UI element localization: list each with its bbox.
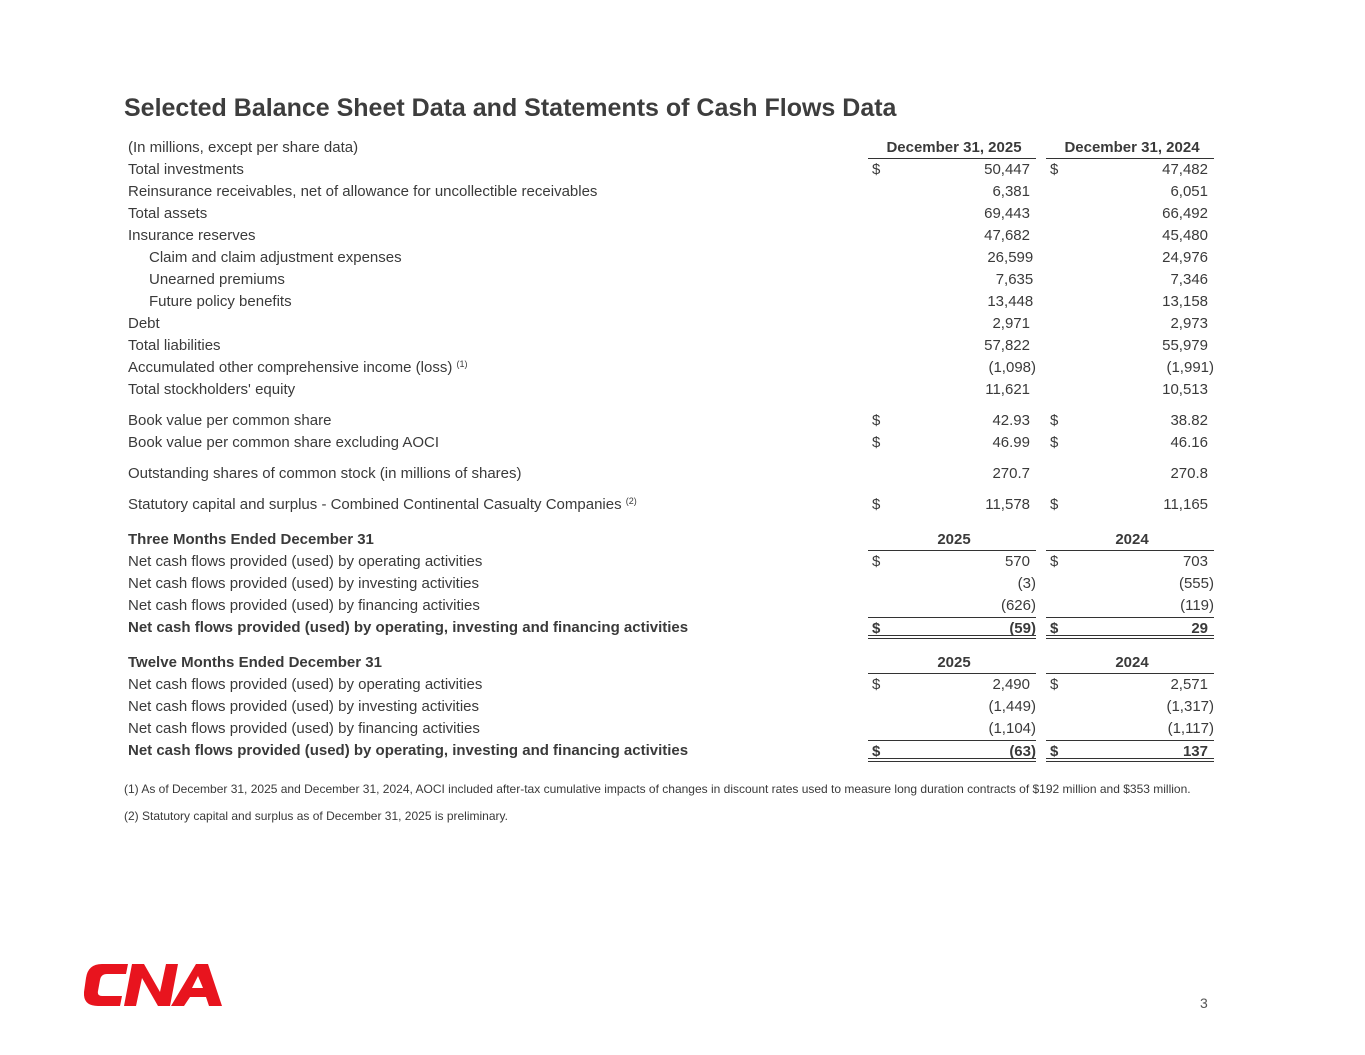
dollar-sign: $ bbox=[1050, 434, 1059, 451]
value-cell-col1 bbox=[868, 551, 1036, 573]
value: (59) bbox=[1009, 620, 1036, 637]
footnote-2: (2) Statutory capital and surplus as of December 31, 2025 is preliminary. bbox=[124, 809, 508, 823]
table-row bbox=[124, 740, 1214, 762]
value-cell-col2 bbox=[1046, 573, 1214, 595]
row-label bbox=[124, 718, 868, 740]
value-cell-col2 bbox=[1046, 740, 1214, 762]
value-cell-col2 bbox=[1049, 291, 1214, 313]
column-header-label: (In millions, except per share data) bbox=[128, 139, 359, 156]
value-cell-col1 bbox=[868, 573, 1036, 595]
value: 11,621 bbox=[985, 381, 1030, 398]
table-row bbox=[124, 159, 1214, 181]
row-label-text: Book value per common share excluding AOCI bbox=[128, 434, 439, 451]
row-label-text: Claim and claim adjustment expenses bbox=[149, 249, 402, 266]
cna-logo bbox=[84, 962, 224, 1013]
column-header-2: 2024 bbox=[1046, 529, 1214, 551]
value-cell-col2 bbox=[1046, 225, 1214, 247]
row-label bbox=[124, 573, 868, 595]
row-label bbox=[124, 551, 868, 573]
row-label bbox=[124, 379, 868, 401]
table-row bbox=[124, 357, 1214, 379]
value: 46.99 bbox=[992, 434, 1030, 451]
dollar-sign: $ bbox=[1050, 743, 1059, 760]
value: 42.93 bbox=[992, 412, 1030, 429]
value: (1,098) bbox=[988, 359, 1036, 376]
table-row bbox=[124, 718, 1214, 740]
row-label-text: Total assets bbox=[128, 205, 208, 222]
value: 10,513 bbox=[1162, 381, 1208, 398]
row-label bbox=[124, 159, 868, 181]
row-label-text: Book value per common share bbox=[128, 412, 332, 429]
value: 270.7 bbox=[992, 465, 1030, 482]
row-label-text: Net cash flows provided (used) by operating activities bbox=[128, 676, 483, 693]
value-cell-col1 bbox=[874, 247, 1039, 269]
dollar-sign: $ bbox=[872, 496, 881, 513]
row-label bbox=[124, 247, 874, 269]
value: (1,317) bbox=[1166, 698, 1214, 715]
value-cell-col2 bbox=[1046, 313, 1214, 335]
value-cell-col1 bbox=[868, 159, 1036, 181]
value-cell-col2 bbox=[1046, 410, 1214, 432]
page-number: 3 bbox=[1200, 995, 1208, 1011]
column-header-1: December 31, 2025 bbox=[868, 137, 1036, 159]
value: (119) bbox=[1180, 597, 1214, 614]
column-header-1: 2025 bbox=[868, 652, 1036, 674]
row-label bbox=[124, 313, 868, 335]
dollar-sign: $ bbox=[872, 434, 881, 451]
table-row bbox=[124, 225, 1214, 247]
row-label bbox=[124, 357, 868, 379]
value: 47,482 bbox=[1162, 161, 1208, 178]
row-label bbox=[124, 335, 868, 357]
value: 570 bbox=[1004, 553, 1030, 570]
row-label bbox=[124, 696, 868, 718]
table-block bbox=[124, 410, 1214, 454]
table-row bbox=[124, 181, 1214, 203]
row-label bbox=[124, 225, 868, 247]
value-cell-col2 bbox=[1046, 674, 1214, 696]
dollar-sign: $ bbox=[1050, 412, 1059, 429]
table-block bbox=[124, 652, 1214, 762]
page-title: Selected Balance Sheet Data and Statements of Cash Flows Data bbox=[124, 94, 897, 122]
column-header-label: Three Months Ended December 31 bbox=[128, 531, 374, 548]
value-cell-col1 bbox=[868, 335, 1036, 357]
value-cell-col1 bbox=[868, 718, 1036, 740]
row-label bbox=[124, 432, 868, 454]
value-cell-col2 bbox=[1046, 203, 1214, 225]
table-row bbox=[124, 410, 1214, 432]
value: 29 bbox=[1191, 620, 1208, 637]
value: 6,051 bbox=[1170, 183, 1208, 200]
value-cell-col2 bbox=[1049, 247, 1214, 269]
value: 2,971 bbox=[992, 315, 1030, 332]
value-cell-col2 bbox=[1049, 269, 1214, 291]
table-row bbox=[124, 696, 1214, 718]
row-label-text: Net cash flows provided (used) by financing activities bbox=[128, 720, 480, 737]
value-cell-col2 bbox=[1046, 335, 1214, 357]
value: 7,635 bbox=[995, 271, 1034, 288]
value-cell-col1 bbox=[868, 432, 1036, 454]
value-cell-col2 bbox=[1046, 357, 1214, 379]
value: (1,104) bbox=[988, 720, 1036, 737]
row-label-text: Net cash flows provided (used) by investing activities bbox=[128, 575, 479, 592]
row-label bbox=[124, 674, 868, 696]
value-cell-col1 bbox=[868, 674, 1036, 696]
value-cell-col2 bbox=[1046, 551, 1214, 573]
table-row bbox=[124, 203, 1214, 225]
table-row bbox=[124, 247, 1214, 269]
value: 11,165 bbox=[1163, 496, 1208, 513]
value: 13,448 bbox=[987, 293, 1034, 310]
row-label-text: Debt bbox=[128, 315, 160, 332]
row-label bbox=[124, 740, 868, 762]
value: (1,449) bbox=[988, 698, 1036, 715]
value: 26,599 bbox=[987, 249, 1034, 266]
value-cell-col2 bbox=[1046, 159, 1214, 181]
table-row bbox=[124, 269, 1214, 291]
value: (626) bbox=[1000, 597, 1036, 614]
dollar-sign: $ bbox=[1050, 161, 1059, 178]
value-cell-col2 bbox=[1046, 595, 1214, 617]
row-label bbox=[124, 494, 868, 516]
table-row bbox=[124, 335, 1214, 357]
row-label bbox=[124, 410, 868, 432]
dollar-sign: $ bbox=[872, 743, 881, 760]
row-label-text: Total liabilities bbox=[128, 337, 221, 354]
row-label-text: Net cash flows provided (used) by operating, investing and financing activities bbox=[128, 742, 689, 759]
value: 47,682 bbox=[984, 227, 1030, 244]
value-cell-col2 bbox=[1046, 379, 1214, 401]
row-label-text: Total stockholders' equity bbox=[128, 381, 296, 398]
row-label bbox=[124, 595, 868, 617]
row-label-text: Outstanding shares of common stock (in millions of shares) bbox=[128, 465, 522, 482]
dollar-sign: $ bbox=[872, 412, 881, 429]
value: 7,346 bbox=[1170, 271, 1209, 288]
value: 69,443 bbox=[984, 205, 1030, 222]
value: 38.82 bbox=[1170, 412, 1208, 429]
value: 57,822 bbox=[984, 337, 1030, 354]
dollar-sign: $ bbox=[872, 553, 881, 570]
value-cell-col2 bbox=[1046, 718, 1214, 740]
table-row bbox=[124, 674, 1214, 696]
value-cell-col1 bbox=[874, 269, 1039, 291]
row-label bbox=[124, 291, 874, 313]
value: 11,578 bbox=[985, 496, 1030, 513]
dollar-sign: $ bbox=[872, 676, 881, 693]
row-label bbox=[124, 181, 868, 203]
value: (63) bbox=[1009, 743, 1036, 760]
footnote-1: (1) As of December 31, 2025 and December 31, 2024, AOCI included after-tax cumulative impacts of changes in discount rates used to measure long duration contracts of $192 million and $353 million. bbox=[124, 782, 1191, 796]
dollar-sign: $ bbox=[872, 161, 881, 178]
value-cell-col1 bbox=[868, 203, 1036, 225]
value-cell-col2 bbox=[1046, 696, 1214, 718]
value: (555) bbox=[1178, 575, 1214, 592]
value-cell-col1 bbox=[868, 410, 1036, 432]
value: 2,490 bbox=[992, 676, 1030, 693]
value-cell-col1 bbox=[868, 181, 1036, 203]
row-label-text: Net cash flows provided (used) by operating, investing and financing activities bbox=[128, 619, 689, 636]
row-label-text: Insurance reserves bbox=[128, 227, 256, 244]
value: 45,480 bbox=[1162, 227, 1208, 244]
value-cell-col1 bbox=[868, 595, 1036, 617]
dollar-sign: $ bbox=[1050, 676, 1059, 693]
dollar-sign: $ bbox=[872, 620, 881, 637]
row-label bbox=[124, 463, 868, 485]
value-cell-col1 bbox=[868, 617, 1036, 639]
table-row bbox=[124, 463, 1214, 485]
header-row bbox=[124, 137, 1214, 159]
value: 270.8 bbox=[1170, 465, 1208, 482]
table-row bbox=[124, 573, 1214, 595]
value: 6,381 bbox=[992, 183, 1030, 200]
row-label bbox=[124, 203, 868, 225]
row-label-text: Future policy benefits bbox=[149, 293, 292, 310]
row-label bbox=[124, 617, 868, 639]
row-label-text: Total investments bbox=[128, 161, 244, 178]
row-label-text: Net cash flows provided (used) by financing activities bbox=[128, 597, 480, 614]
value: 703 bbox=[1182, 553, 1208, 570]
value-cell-col1 bbox=[868, 357, 1036, 379]
value-cell-col1 bbox=[868, 740, 1036, 762]
row-label-text: Net cash flows provided (used) by investing activities bbox=[128, 698, 479, 715]
table-row bbox=[124, 379, 1214, 401]
header-row bbox=[124, 652, 1214, 674]
dollar-sign: $ bbox=[1050, 553, 1059, 570]
table-row bbox=[124, 313, 1214, 335]
row-label-text: Unearned premiums bbox=[149, 271, 285, 288]
value: (1,991) bbox=[1166, 359, 1214, 376]
value: 66,492 bbox=[1162, 205, 1208, 222]
table-row bbox=[124, 617, 1214, 639]
row-label-text: Reinsurance receivables, net of allowance for uncollectible receivables bbox=[128, 183, 598, 200]
column-header-2: 2024 bbox=[1046, 652, 1214, 674]
table-row bbox=[124, 291, 1214, 313]
row-label-text: Net cash flows provided (used) by operating activities bbox=[128, 553, 483, 570]
table-row bbox=[124, 595, 1214, 617]
footnote-ref: (1) bbox=[456, 359, 468, 369]
value: 46.16 bbox=[1170, 434, 1208, 451]
column-header-label: Twelve Months Ended December 31 bbox=[128, 654, 382, 671]
value-cell-col1 bbox=[868, 313, 1036, 335]
value: 50,447 bbox=[984, 161, 1030, 178]
value: 55,979 bbox=[1162, 337, 1208, 354]
column-header-1: 2025 bbox=[868, 529, 1036, 551]
dollar-sign: $ bbox=[1050, 620, 1059, 637]
row-label bbox=[124, 269, 874, 291]
value-cell-col2 bbox=[1046, 432, 1214, 454]
value-cell-col2 bbox=[1046, 494, 1214, 516]
footnotes bbox=[124, 781, 1214, 835]
value-cell-col1 bbox=[874, 291, 1039, 313]
column-header-2: December 31, 2024 bbox=[1046, 137, 1214, 159]
value-cell-col1 bbox=[868, 463, 1036, 485]
value: (1,117) bbox=[1167, 720, 1214, 737]
table-block bbox=[124, 529, 1214, 639]
value-cell-col1 bbox=[868, 494, 1036, 516]
value-cell-col1 bbox=[868, 696, 1036, 718]
table-row bbox=[124, 432, 1214, 454]
financial-data-table bbox=[124, 137, 1214, 762]
value: (3) bbox=[1017, 575, 1036, 592]
value: 137 bbox=[1182, 743, 1208, 760]
value-cell-col2 bbox=[1046, 463, 1214, 485]
table-row bbox=[124, 551, 1214, 573]
table-block bbox=[124, 494, 1214, 516]
value: 13,158 bbox=[1162, 293, 1209, 310]
table-block bbox=[124, 463, 1214, 485]
row-label-text: Statutory capital and surplus - Combined Continental Casualty Companies bbox=[128, 496, 622, 513]
table-block bbox=[124, 137, 1214, 401]
value: 2,973 bbox=[1170, 315, 1208, 332]
value-cell-col2 bbox=[1046, 617, 1214, 639]
value-cell-col2 bbox=[1046, 181, 1214, 203]
footnote-ref: (2) bbox=[625, 496, 637, 506]
row-label-text: Accumulated other comprehensive income (loss) bbox=[128, 359, 453, 376]
value-cell-col1 bbox=[868, 225, 1036, 247]
value: 24,976 bbox=[1162, 249, 1209, 266]
value-cell-col1 bbox=[868, 379, 1036, 401]
table-row bbox=[124, 494, 1214, 516]
value: 2,571 bbox=[1170, 676, 1208, 693]
header-row bbox=[124, 529, 1214, 551]
dollar-sign: $ bbox=[1050, 496, 1059, 513]
